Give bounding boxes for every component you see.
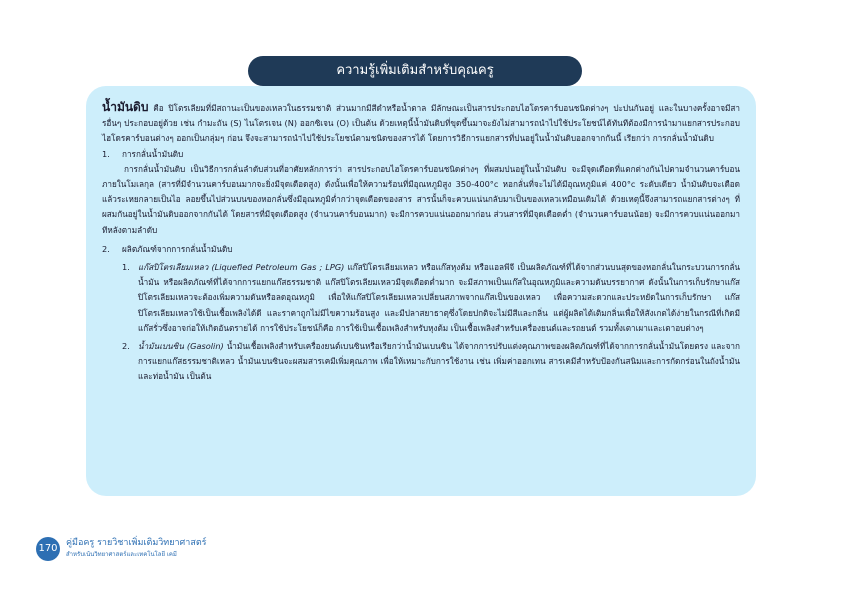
list-item (122, 260, 740, 336)
section-2-number: 2. (102, 243, 110, 254)
list-item-number: 2. (122, 341, 130, 352)
list-item-body (138, 339, 740, 385)
section-header-title: ความรู้เพิ่มเติมสำหรับคุณครู (336, 63, 494, 78)
section-1-heading (102, 147, 740, 162)
content-box (86, 86, 756, 496)
list-item-body (138, 260, 740, 336)
list-item-text: แก๊สปิโตรเลียมเหลว หรือแก๊สหุงต้ม หรือแอลพีจี เป็นผลิตภัณฑ์ที่ได้จากส่วนบนสุดของหอกลั่นในกระบวนการกลั่นน้ำมัน หรือผลิตภัณฑ์ที่ได้จากการแยกแก๊สธรรมชาติ แก๊สปิโตรเลียมเหลวมีจุดเดือดต่ำมาก จะมีสภาพเป็นแก๊สในอุณหภูมิและความดันบรรยากาศ ดังนั้นในการเก็บรักษาแก๊สปิโตรเลียมเหลวจะต้องเพิ่มความดันหรือลดอุณหภูมิ เพื่อให้แก๊สปิโตรเลียมเหลวเปลี่ยนสภาพจากแก๊สเป็นของเหลว เพื่อความสะดวกและประหยัดในการเก็บรักษา แก๊สปิโตรเลียมเหลวใช้เป็นเชื้อเพลิงได้ดี และราคาถูกไม่มีไขความร้อนสูง และมีปลาสยาธาตุซึ่งโดยปกติจะไม่มีสีและกลิ่น แต่ผู้ผลิตได้เติมกลิ่นเพื่อให้สังเกตได้ง่ายในกรณีที่เกิดมีแก๊สรั่วซึ่งอาจก่อให้เกิดอันตรายได้ การใช้ประโยชน์ก็คือ การใช้เป็นเชื้อเพลิงสำหรับหุงต้ม เป็นเชื้อเพลิงสำหรับเครื่องยนต์และรถยนต์ รวมทั้งเตาเผาและเตาอบต่างๆ (138, 262, 740, 333)
section-1-title: การกลั่นน้ำมันดิบ (122, 148, 184, 159)
intro-text: คือ ปิโตรเลียมที่มีสถานะเป็นของเหลวในธรรมชาติ ส่วนมากมีสีดำหรือน้ำตาล มีลักษณะเป็นสารประกอบไฮโดรคาร์บอนชนิดต่างๆ ปะปนกันอยู่ และในบางครั้งอาจมีสารอื่นๆ ประกอบอยู่ด้วย เช่น กำมะถัน (S) ไนโตรเจน (N) ออกซิเจน (O) เป็นต้น ด้วยเหตุนี้น้ำมันดิบที่ขุดขึ้นมาจะยังไม่สามารถนำไปใช้ประโยชน์ได้ทันทีต้องมีการนำมาแยกสารประกอบไฮโดรคาร์บอนต่างๆ ออกเป็นกลุ่มๆ ก่อน จึงจะสามารถนำไปใช้ประโยชน์ตามชนิดของสารได้ โดยการวิธีการแยกสารที่ปนอยู่ในน้ำมันดิบออกจากกันนี้ เรียกว่า การกลั่นน้ำมันดิบ (102, 103, 740, 144)
list-item-name: น้ำมันเบนซิน (Gasolin) (138, 341, 224, 352)
section-1-number: 1. (102, 148, 110, 159)
section-1-paragraph (102, 162, 740, 238)
section-2-title: ผลิตภัณฑ์จากการกลั่นน้ำมันดิบ (122, 243, 233, 254)
footer-title: คู่มือครู รายวิชาเพิ่มเติมวิทยาศาสตร์ (66, 538, 207, 548)
list-item-text: น้ำมันเชื้อเพลิงสำหรับเครื่องยนต์เบนซินหรือเรียกว่าน้ำมันเบนซิน ได้จากการปรับแต่งคุณภาพของผลิตภัณฑ์ที่ได้จากการกลั่นน้ำมันโดยตรง และจากการแยกแก๊สธรรมชาติเหลว น้ำมันเบนซินจะผสมสารเคมีเพิ่มคุณภาพ เพื่อให้เหมาะกับการใช้งาน เช่น เพิ่มค่าออกเทน สารเคมีสำหรับป้องกันสนิมและการกัดกร่อนในถังน้ำมันและท่อน้ำมัน เป็นต้น (138, 341, 740, 382)
list-item (122, 339, 740, 385)
intro-term: น้ำมันดิบ (102, 100, 149, 114)
section-1-text: การกลั่นน้ำมันดิบ เป็นวิธีการกลั่นลำดับส่วนที่อาศัยหลักการว่า สารประกอบไฮโดรคาร์บอนชนิดต่างๆ ที่ผสมปนอยู่ในน้ำมันดิบ จะมีจุดเดือดที่แตกต่างกันไปตามจำนวนคาร์บอนภายในโมเลกุล (สารที่มีจำนวนคาร์บอนมากจะยิ่งมีจุดเดือดสูง) ดังนั้นเพื่อให้ความร้อนที่มีอุณหภูมิสูง 350-400°c หอกลั่นที่จะไม่ได้มีอุณหภูมิแค่ 400°c ระดับเดียว น้ำมันดิบจะเดือดแล้วระเหยกลายเป็นไอ ลอยขึ้นไปส่วนบนของหอกลั่นซึ่งมีอุณหภูมิต่ำกว่าจุดเดือดของสาร สารนั้นก็จะควบแน่นกลับมาเป็นของเหลวเหมือนเดิมได้ ด้วยเหตุนี้จึงสามารถแยกสารต่างๆ ที่ผสมกันอยู่ในน้ำมันดิบออกจากกันได้ โดยสารที่มีจุดเดือดสูง (จำนวนคาร์บอนมาก) จะมีการควบแน่นออกมาก่อน ส่วนสารที่มีจุดเดือดต่ำ (จำนวนคาร์บอนน้อย) จะมีการควบแน่นออกมาทีหลังตามลำดับ (102, 163, 740, 235)
footer-subtitle: สำหรับเน้นวิทยาศาสตร์และเทคโนโลยี เคมี (66, 551, 177, 558)
list-item-number: 1. (122, 262, 130, 273)
section-2-heading (102, 242, 740, 257)
section-header (248, 56, 582, 86)
list-item-name: แก๊สปิโตรเลียมเหลว (Liquefied Petroleum Gas ; LPG) (138, 262, 345, 273)
intro-paragraph (102, 100, 740, 147)
page-number: 170 (36, 537, 60, 561)
